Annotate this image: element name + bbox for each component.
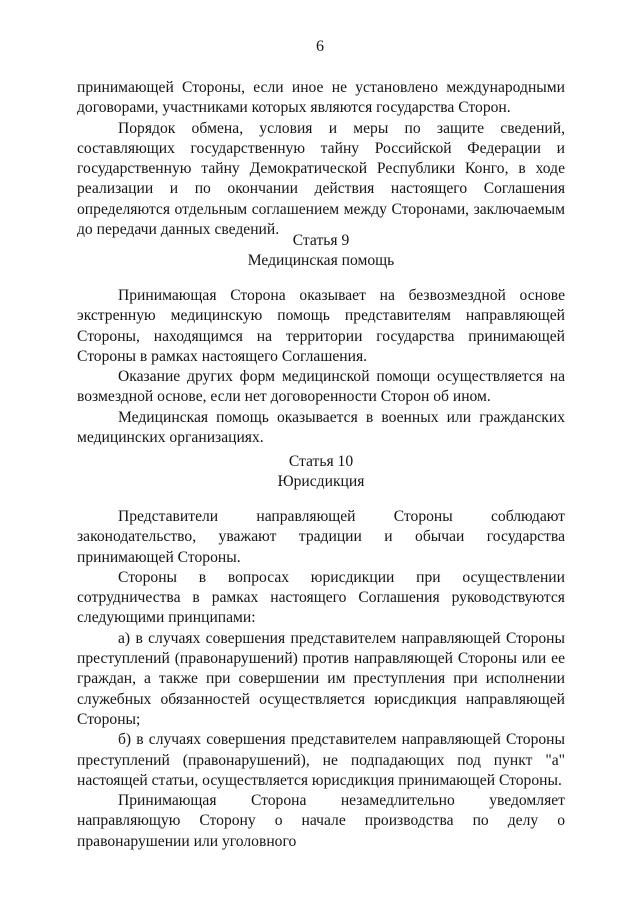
article-10-paragraph-notification: Принимающая Сторона незамедлительно уведомляет направляющую Сторону о начале производства по делу о правонарушении или уголовного <box>77 792 565 850</box>
article-9-number: Статья 9 <box>292 232 350 249</box>
article-10-paragraph-2: Стороны в вопросах юрисдикции при осуществлении сотрудничества в рамках настоящего Соглашения руководствуются следующими принципами: <box>77 568 565 627</box>
page-number: 6 <box>316 38 324 55</box>
article-9-paragraph-3: Медицинская помощь оказывается в военных или гражданских медицинских организациях. <box>77 408 565 447</box>
article-10-heading <box>77 452 565 493</box>
article-10-number: Статья 10 <box>288 453 354 470</box>
article-10-item-b: б) в случаях совершения представителем направляющей Стороны преступлений (правонарушений), не подпадающих под пункт "а" настоящей статьи, осуществляется юрисдикция принимающей Стороны. <box>77 731 565 789</box>
article-10-title: Юрисдикция <box>277 473 365 491</box>
article-9-paragraph-1: Принимающая Сторона оказывает на безвозмездной основе экстренную медицинскую помощь представителям направляющей Стороны, находящимся на территории государства принимающей Стороны в рамках настоящего Соглашения. <box>77 287 565 365</box>
article-10-body <box>77 507 565 852</box>
article-9-body <box>77 286 565 448</box>
article-10-paragraph-1: Представители направляющей Стороны соблюдают законодательство, уважают традиции и обычаи государства принимающей Стороны. <box>77 508 565 566</box>
paragraph-secrecy: Порядок обмена, условия и меры по защите сведений, составляющих государственную тайну Российской Федерации и государственную тайну Демократической Республики Конго, в ходе реализации и по окончании действия настоящего Соглашения определяются отдельным соглашением между Сторонами, заключаемым до передачи данных сведений. <box>77 119 565 239</box>
article-9-paragraph-2: Оказание других форм медицинской помощи осуществляется на возмездной основе, если нет договоренности Сторон об ином. <box>77 368 565 406</box>
paragraph-continuation: принимающей Стороны, если иное не установлено международными договорами, участниками которых являются государства Сторон. <box>77 79 565 117</box>
intro-section <box>77 78 565 240</box>
article-9-title: Медицинская помощь <box>247 252 395 270</box>
article-9-heading <box>77 231 565 272</box>
article-10-item-a: а) в случаях совершения представителем направляющей Стороны преступлений (правонарушений) против направляющей Стороны или ее граждан, а также при совершении им преступления при исполнении служебных обязанностей осуществляется юрисдикция направляющей Стороны; <box>77 629 565 728</box>
